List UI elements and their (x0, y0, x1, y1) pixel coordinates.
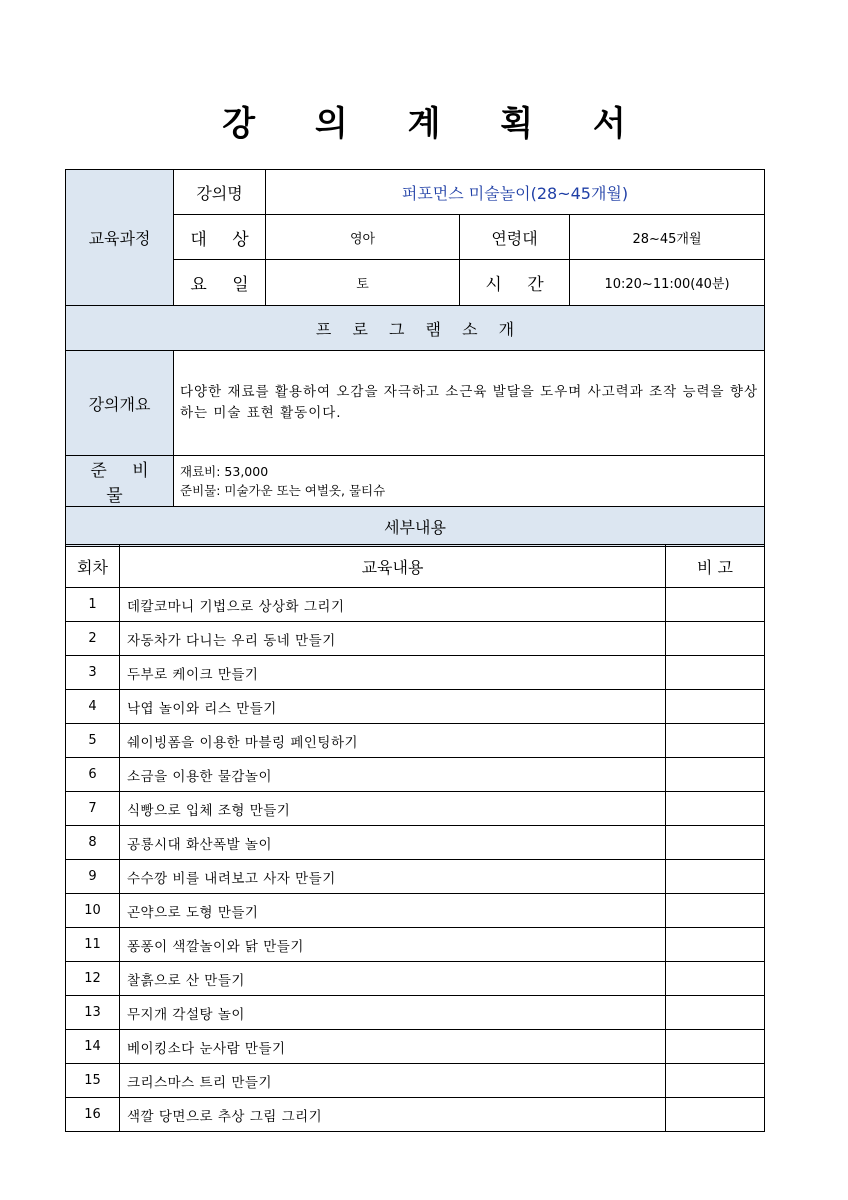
col-session-header: 회차 (66, 545, 120, 588)
session-number: 12 (66, 962, 120, 996)
time-label: 시 간 (460, 260, 570, 306)
session-number: 1 (66, 588, 120, 622)
table-row (66, 826, 765, 860)
session-note (666, 894, 765, 928)
lecture-name-label: 강의명 (174, 170, 266, 215)
session-content: 퐁퐁이 색깔놀이와 닭 만들기 (120, 928, 666, 962)
session-content: 무지개 각설탕 놀이 (120, 996, 666, 1030)
session-number: 4 (66, 690, 120, 724)
session-number: 6 (66, 758, 120, 792)
session-content: 공룡시대 화산폭발 놀이 (120, 826, 666, 860)
course-label: 교육과정 (66, 170, 174, 306)
session-number: 11 (66, 928, 120, 962)
prep-items: 준비물: 미술가운 또는 여벌옷, 물티슈 (180, 483, 386, 498)
session-content: 식빵으로 입체 조형 만들기 (120, 792, 666, 826)
session-content: 베이킹소다 눈사람 만들기 (120, 1030, 666, 1064)
prep-fee: 재료비: 53,000 (180, 464, 269, 479)
session-content: 데칼코마니 기법으로 상상화 그리기 (120, 588, 666, 622)
prep-label: 준 비 물 (66, 456, 174, 507)
table-row (66, 656, 765, 690)
table-row (66, 792, 765, 826)
col-note-header: 비 고 (666, 545, 765, 588)
age-value: 28~45개월 (570, 215, 765, 260)
session-number: 9 (66, 860, 120, 894)
table-row (66, 690, 765, 724)
session-number: 8 (66, 826, 120, 860)
session-content: 수수깡 비를 내려보고 사자 만들기 (120, 860, 666, 894)
session-note (666, 860, 765, 894)
session-note (666, 1064, 765, 1098)
session-number: 16 (66, 1098, 120, 1132)
overview-label: 강의개요 (66, 351, 174, 456)
table-row (66, 758, 765, 792)
session-note (666, 996, 765, 1030)
detail-rows (66, 588, 765, 1132)
table-row (66, 1030, 765, 1064)
session-number: 10 (66, 894, 120, 928)
session-note (666, 758, 765, 792)
session-content: 소금을 이용한 물감놀이 (120, 758, 666, 792)
session-note (666, 792, 765, 826)
session-number: 7 (66, 792, 120, 826)
session-note (666, 962, 765, 996)
prep-details (174, 456, 765, 507)
col-content-header: 교육내용 (120, 545, 666, 588)
table-row (66, 860, 765, 894)
session-note (666, 1098, 765, 1132)
session-content: 자동차가 다니는 우리 동네 만들기 (120, 622, 666, 656)
table-row (66, 928, 765, 962)
document-title: 강 의 계 획 서 (222, 104, 650, 144)
lecture-name: 퍼포먼스 미술놀이(28~45개월) (266, 170, 765, 215)
table-row (66, 894, 765, 928)
session-content: 크리스마스 트리 만들기 (120, 1064, 666, 1098)
day-label: 요 일 (174, 260, 266, 306)
session-number: 2 (66, 622, 120, 656)
table-row (66, 996, 765, 1030)
session-content: 두부로 케이크 만들기 (120, 656, 666, 690)
session-content: 찰흙으로 산 만들기 (120, 962, 666, 996)
age-label: 연령대 (460, 215, 570, 260)
session-note (666, 1030, 765, 1064)
course-info-table (65, 169, 765, 547)
session-note (666, 622, 765, 656)
table-row (66, 724, 765, 758)
session-note (666, 656, 765, 690)
session-note (666, 588, 765, 622)
day-value: 토 (266, 260, 460, 306)
session-number: 13 (66, 996, 120, 1030)
program-heading: 프 로 그 램 소 개 (66, 306, 765, 351)
detail-heading: 세부내용 (66, 507, 765, 547)
target-label: 대 상 (174, 215, 266, 260)
session-number: 3 (66, 656, 120, 690)
session-note (666, 690, 765, 724)
table-row (66, 622, 765, 656)
session-content: 쉐이빙폼을 이용한 마블링 페인팅하기 (120, 724, 666, 758)
session-content: 곤약으로 도형 만들기 (120, 894, 666, 928)
session-note (666, 928, 765, 962)
table-row (66, 1064, 765, 1098)
overview-text: 다양한 재료를 활용하여 오감을 자극하고 소근육 발달을 도우며 사고력과 조작 능력을 향상하는 미술 표현 활동이다. (174, 351, 765, 456)
detail-table (65, 544, 765, 1132)
session-note (666, 826, 765, 860)
session-number: 5 (66, 724, 120, 758)
table-row (66, 962, 765, 996)
table-row (66, 588, 765, 622)
time-value: 10:20~11:00(40분) (570, 260, 765, 306)
session-number: 15 (66, 1064, 120, 1098)
session-content: 낙엽 놀이와 리스 만들기 (120, 690, 666, 724)
session-number: 14 (66, 1030, 120, 1064)
target-value: 영아 (266, 215, 460, 260)
session-content: 색깔 당면으로 추상 그림 그리기 (120, 1098, 666, 1132)
table-row (66, 1098, 765, 1132)
session-note (666, 724, 765, 758)
